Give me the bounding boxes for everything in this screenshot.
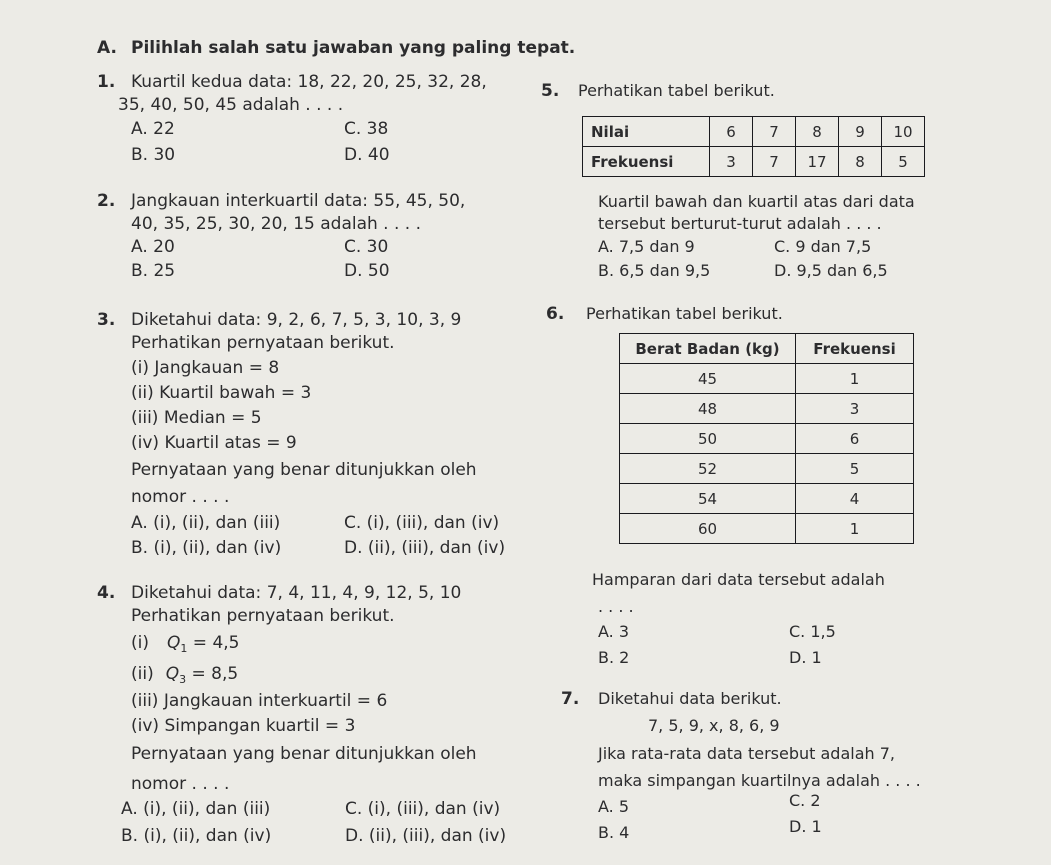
q5-option-b[interactable]: B. 6,5 dan 9,5: [598, 261, 711, 280]
q6-number: 6.: [546, 304, 565, 324]
q6-cell-frekuensi: 1: [796, 364, 914, 394]
q5-row1-header: Nilai: [583, 117, 710, 147]
q2-option-c[interactable]: C. 30: [344, 237, 389, 257]
q6-cell-frekuensi: 3: [796, 394, 914, 424]
q5-text-line1: Kuartil bawah dan kuartil atas dari data: [598, 192, 915, 211]
q4-option-a[interactable]: A. (i), (ii), dan (iii): [121, 799, 271, 819]
q6-cell-berat: 60: [620, 514, 796, 544]
table-row: [620, 364, 914, 394]
q6-option-b[interactable]: B. 2: [598, 648, 630, 667]
q5-row2-header: Frekuensi: [583, 147, 710, 177]
q5-table-row-nilai: [583, 117, 925, 147]
q6-cell-berat: 52: [620, 454, 796, 484]
q5-cell: 3: [710, 147, 753, 177]
q4-option-b[interactable]: B. (i), (ii), dan (iv): [121, 826, 272, 846]
q6-option-a[interactable]: A. 3: [598, 622, 630, 641]
q1-text-line1: Kuartil kedua data: 18, 22, 20, 25, 32, 28,: [131, 72, 487, 92]
table-row: [620, 394, 914, 424]
q5-cell: 8: [839, 147, 882, 177]
q6-text-line2: . . . .: [598, 597, 634, 616]
q5-intro: Perhatikan tabel berikut.: [578, 81, 775, 100]
q4-statement-iv: (iv) Simpangan kuartil = 3: [131, 716, 356, 736]
q5-table-row-frekuensi: [583, 147, 925, 177]
q5-option-d[interactable]: D. 9,5 dan 6,5: [774, 261, 888, 280]
q5-number: 5.: [541, 81, 560, 101]
q6-cell-frekuensi: 4: [796, 484, 914, 514]
q7-data: 7, 5, 9, x, 8, 6, 9: [648, 716, 780, 735]
table-row: [620, 454, 914, 484]
q4-prompt-line2: nomor . . . .: [131, 774, 230, 794]
table-row: [620, 484, 914, 514]
q6-intro: Perhatikan tabel berikut.: [586, 304, 783, 323]
q6-table-header-row: [620, 334, 914, 364]
q7-text-line2: maka simpangan kuartilnya adalah . . . .: [598, 771, 921, 790]
q5-option-c[interactable]: C. 9 dan 7,5: [774, 237, 872, 256]
q6-option-c[interactable]: C. 1,5: [789, 622, 836, 641]
q6-cell-berat: 50: [620, 424, 796, 454]
q7-option-c[interactable]: C. 2: [789, 791, 821, 810]
q6-cell-berat: 48: [620, 394, 796, 424]
q6-cell-frekuensi: 5: [796, 454, 914, 484]
q1-option-a[interactable]: A. 22: [131, 119, 175, 139]
q4-number: 4.: [97, 583, 116, 603]
q4-option-c[interactable]: C. (i), (iii), dan (iv): [345, 799, 501, 819]
q2-number: 2.: [97, 191, 116, 211]
q3-option-b[interactable]: B. (i), (ii), dan (iv): [131, 538, 282, 558]
q3-text-line1: Diketahui data: 9, 2, 6, 7, 5, 3, 10, 3, 9: [131, 310, 462, 330]
q5-cell: 17: [796, 147, 839, 177]
q3-statement-iv: (iv) Kuartil atas = 9: [131, 433, 297, 453]
q5-cell: 10: [882, 117, 925, 147]
q7-intro: Diketahui data berikut.: [598, 689, 782, 708]
q3-option-d[interactable]: D. (ii), (iii), dan (iv): [344, 538, 506, 558]
section-instruction: Pilihlah salah satu jawaban yang paling tepat.: [131, 38, 576, 58]
q5-cell: 7: [753, 117, 796, 147]
q4-text-line1: Diketahui data: 7, 4, 11, 4, 9, 12, 5, 10: [131, 583, 462, 603]
q3-statement-iii: (iii) Median = 5: [131, 408, 262, 428]
q3-option-a[interactable]: A. (i), (ii), dan (iii): [131, 513, 281, 533]
q1-option-c[interactable]: C. 38: [344, 119, 389, 139]
section-letter: A.: [97, 38, 117, 58]
q2-option-d[interactable]: D. 50: [344, 261, 390, 281]
q5-cell: 6: [710, 117, 753, 147]
q6-cell-berat: 54: [620, 484, 796, 514]
q2-option-a[interactable]: A. 20: [131, 237, 175, 257]
q5-cell: 9: [839, 117, 882, 147]
q4-statement-iii: (iii) Jangkauan interkuartil = 6: [131, 691, 388, 711]
table-row: [620, 514, 914, 544]
q1-number: 1.: [97, 72, 116, 92]
q6-cell-frekuensi: 6: [796, 424, 914, 454]
q6-table: [619, 333, 914, 544]
q2-text-line2: 40, 35, 25, 30, 20, 15 adalah . . . .: [131, 214, 422, 234]
q5-option-a[interactable]: A. 7,5 dan 9: [598, 237, 695, 256]
q3-statement-ii: (ii) Kuartil bawah = 3: [131, 383, 312, 403]
q3-option-c[interactable]: C. (i), (iii), dan (iv): [344, 513, 500, 533]
q3-prompt-line2: nomor . . . .: [131, 487, 230, 507]
q5-cell: 5: [882, 147, 925, 177]
q7-option-a[interactable]: A. 5: [598, 797, 630, 816]
q6-option-d[interactable]: D. 1: [789, 648, 822, 667]
q6-text-line1: Hamparan dari data tersebut adalah: [592, 570, 885, 589]
q7-option-b[interactable]: B. 4: [598, 823, 630, 842]
q3-statement-i: (i) Jangkauan = 8: [131, 358, 280, 378]
q6-header-frekuensi: Frekuensi: [796, 334, 914, 364]
q2-option-b[interactable]: B. 25: [131, 261, 176, 281]
q1-option-d[interactable]: D. 40: [344, 145, 390, 165]
q1-text-line2: 35, 40, 50, 45 adalah . . . .: [118, 95, 344, 115]
q6-cell-frekuensi: 1: [796, 514, 914, 544]
q1-option-b[interactable]: B. 30: [131, 145, 176, 165]
q4-option-d[interactable]: D. (ii), (iii), dan (iv): [345, 826, 507, 846]
q2-text-line1: Jangkauan interkuartil data: 55, 45, 50,: [131, 191, 466, 211]
q5-table: [582, 116, 925, 177]
table-row: [620, 424, 914, 454]
q7-text-line1: Jika rata-rata data tersebut adalah 7,: [598, 744, 895, 763]
q7-option-d[interactable]: D. 1: [789, 817, 822, 836]
q3-number: 3.: [97, 310, 116, 330]
q3-prompt-line1: Pernyataan yang benar ditunjukkan oleh: [131, 460, 477, 480]
q3-text-line2: Perhatikan pernyataan berikut.: [131, 333, 395, 353]
q5-text-line2: tersebut berturut-turut adalah . . . .: [598, 214, 882, 233]
q4-text-line2: Perhatikan pernyataan berikut.: [131, 606, 395, 626]
q4-statement-ii: (ii) $Q_3 = 8,5$: [131, 664, 239, 686]
q4-prompt-line1: Pernyataan yang benar ditunjukkan oleh: [131, 744, 477, 764]
q6-header-berat: Berat Badan (kg): [620, 334, 796, 364]
q6-cell-berat: 45: [620, 364, 796, 394]
q7-number: 7.: [561, 689, 580, 709]
q4-statement-i: (i) $Q_1 = 4,5$: [131, 633, 240, 655]
q5-cell: 8: [796, 117, 839, 147]
q5-cell: 7: [753, 147, 796, 177]
